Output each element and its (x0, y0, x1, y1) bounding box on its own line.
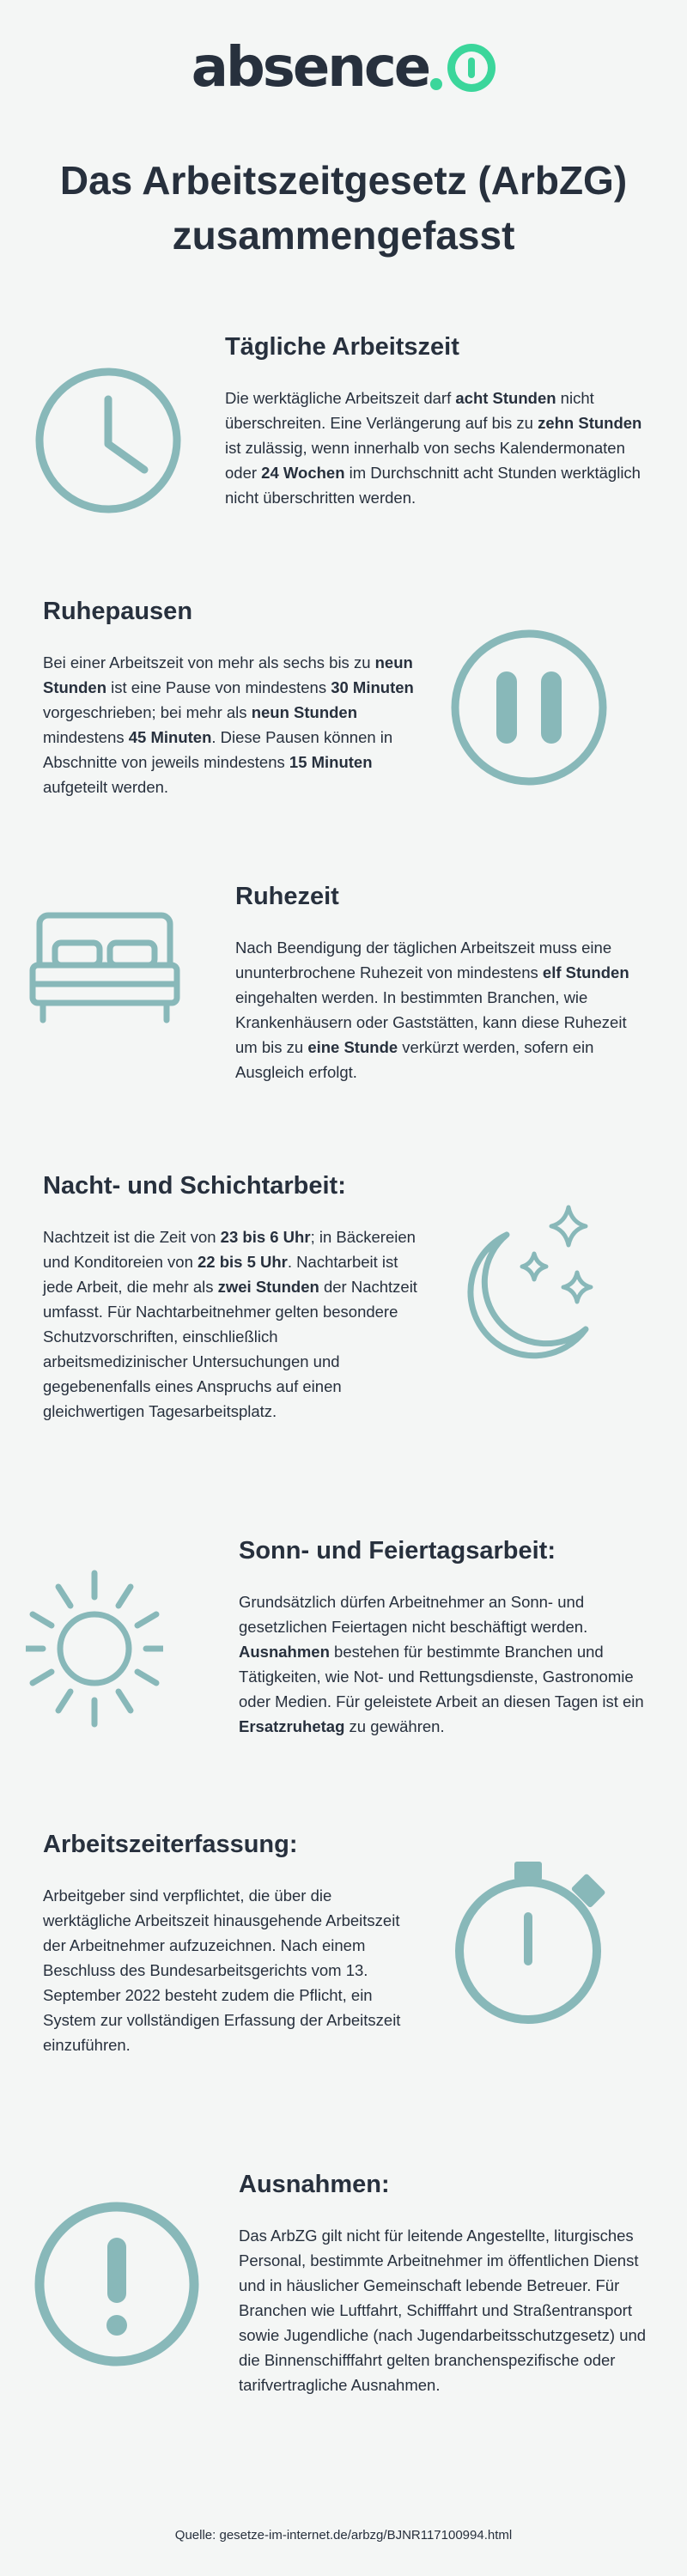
body-text: der Nachtzeit umfasst. Für Nachtarbeitnehmer gelten besondere Schutzvorschriften, einschließlich arbeitsmedizinischer Untersuchungen und gegebenenfalls eines Anspruchs auf einen gleichwertigen Tagesarbeitsplatz. (43, 1278, 417, 1420)
body-text: Nachtzeit ist die Zeit von (43, 1228, 221, 1246)
body-text: aufgeteilt werden. (43, 778, 169, 796)
emphasis-text: 24 Wochen (261, 464, 345, 482)
emphasis-text: elf Stunden (542, 963, 629, 981)
body-text: zu gewähren. (344, 1717, 445, 1735)
section-text (235, 935, 647, 1084)
section-sonn-feiertagsarbeit (239, 1537, 655, 1739)
body-text: bestehen für bestimmte Branchen und Tätigkeiten, wie Not- und Rettungsdienste, Gastronomie oder Medien. Für geleistete Arbeit an diesen Tagen ist ein (239, 1643, 644, 1710)
emphasis-text: neun Stunden (43, 653, 413, 696)
emphasis-text: acht Stunden (455, 389, 556, 407)
body-text: verkürzt werden, sofern ein Ausgleich erfolgt. (235, 1038, 594, 1081)
emphasis-text: Ersatzruhetag (239, 1717, 345, 1735)
moon-stars-icon (447, 1200, 601, 1364)
section-text (43, 1883, 412, 2057)
body-text: im Durchschnitt acht Stunden werktäglich nicht überschritten werden. (225, 464, 641, 507)
page-title (0, 153, 687, 263)
bed-icon (27, 912, 182, 1025)
logo-power-icon (447, 44, 495, 92)
body-text: mindestens (43, 728, 129, 746)
body-text: ist zulässig, wenn innerhalb von sechs Kalendermonaten oder (225, 439, 625, 482)
body-text: Das ArbZG gilt nicht für leitende Angestellte, liturgisches Personal, bestimmte Arbeitnehmer im öffentlichen Dienst und in häuslicher Gemeinschaft lebende Betreuer. Für Branchen wie Luftfahrt, Schifffahrt und Straßentransport sowie Jugendliche (nach Jugendarbeitsschutzgesetz) und die Binnenschifffahrt gelten branchenspezifische oder tarifvertragliche Ausnahmen. (239, 2227, 647, 2394)
section-heading: Arbeitszeiterfassung: (43, 1831, 298, 1858)
body-text: Bei einer Arbeitszeit von mehr als sechs bis zu (43, 653, 375, 671)
sun-icon (26, 1563, 163, 1735)
page-title-line2: zusammengefasst (172, 213, 515, 258)
body-text: ist eine Pause von mindestens (106, 678, 331, 696)
body-text: . Diese Pausen können in Abschnitte von jeweils mindestens (43, 728, 393, 771)
body-text: vorgeschrieben; bei mehr als (43, 703, 252, 721)
emphasis-text: 15 Minuten (289, 753, 373, 771)
section-text (225, 386, 654, 510)
section-ausnahmen (239, 2171, 655, 2397)
emphasis-text: 23 bis 6 Uhr (220, 1228, 311, 1246)
logo (0, 36, 687, 100)
section-text (43, 1224, 421, 1424)
source-citation: Quelle: gesetze-im-internet.de/arbzg/BJNR117100994.html (174, 2528, 513, 2543)
pause-icon (448, 627, 610, 788)
body-text: . Nachtarbeit ist jede Arbeit, die mehr als (43, 1253, 398, 1296)
section-ruhepausen (43, 598, 421, 799)
section-heading: Ruhezeit (235, 883, 339, 910)
body-text: Die werktägliche Arbeitszeit darf (225, 389, 456, 407)
stopwatch-icon (442, 1855, 623, 2026)
logo-dot (430, 78, 442, 90)
logo-wordmark: absence (191, 36, 429, 100)
section-heading: Nacht- und Schichtarbeit: (43, 1172, 346, 1200)
section-taegliche-arbeitszeit (225, 333, 654, 510)
emphasis-text: neun Stunden (251, 703, 358, 721)
section-ruhezeit (235, 883, 647, 1084)
section-heading: Sonn- und Feiertagsarbeit: (239, 1537, 556, 1564)
emphasis-text: eine Stunde (307, 1038, 398, 1056)
clock-icon (33, 365, 184, 516)
section-heading: Tägliche Arbeitszeit (225, 333, 459, 361)
exclamation-icon (31, 2198, 203, 2370)
section-text (239, 1589, 655, 1739)
body-text: ; in Bäckereien und Konditoreien von (43, 1228, 416, 1271)
emphasis-text: zehn Stunden (538, 414, 642, 432)
emphasis-text: 45 Minuten (128, 728, 212, 746)
body-text: eingehalten werden. In bestimmten Branchen, wie Krankenhäusern oder Gaststätten, kann diese Ruhezeit um bis zu (235, 988, 627, 1056)
body-text: Nach Beendigung der täglichen Arbeitszeit muss eine ununterbrochene Ruhezeit von mindestens (235, 939, 612, 981)
emphasis-text: 22 bis 5 Uhr (198, 1253, 288, 1271)
section-heading: Ausnahmen: (239, 2171, 390, 2198)
body-text: nicht überschreiten. Eine Verlängerung auf bis zu (225, 389, 594, 432)
body-text: Arbeitgeber sind verpflichtet, die über die werktägliche Arbeitszeit hinausgehende Arbeitszeit der Arbeitnehmer aufzuzeichnen. Nach einem Beschluss des Bundesarbeitsgerichts vom 13. September 2022 besteht zudem die Pflicht, ein System zur vollständigen Erfassung der Arbeitszeit einzuführen. (43, 1886, 401, 2054)
emphasis-text: Ausnahmen (239, 1643, 330, 1661)
section-heading: Ruhepausen (43, 598, 193, 625)
emphasis-text: zwei Stunden (217, 1278, 319, 1296)
body-text: Grundsätzlich dürfen Arbeitnehmer an Sonn- und gesetzlichen Feiertagen nicht beschäftigt werden. (239, 1593, 588, 1636)
section-nacht-schichtarbeit (43, 1172, 421, 1424)
section-arbeitszeiterfassung (43, 1831, 412, 2057)
section-text (239, 2223, 655, 2397)
page-title-line1: Das Arbeitszeitgesetz (ArbZG) (59, 158, 628, 203)
section-text (43, 650, 421, 799)
emphasis-text: 30 Minuten (331, 678, 414, 696)
